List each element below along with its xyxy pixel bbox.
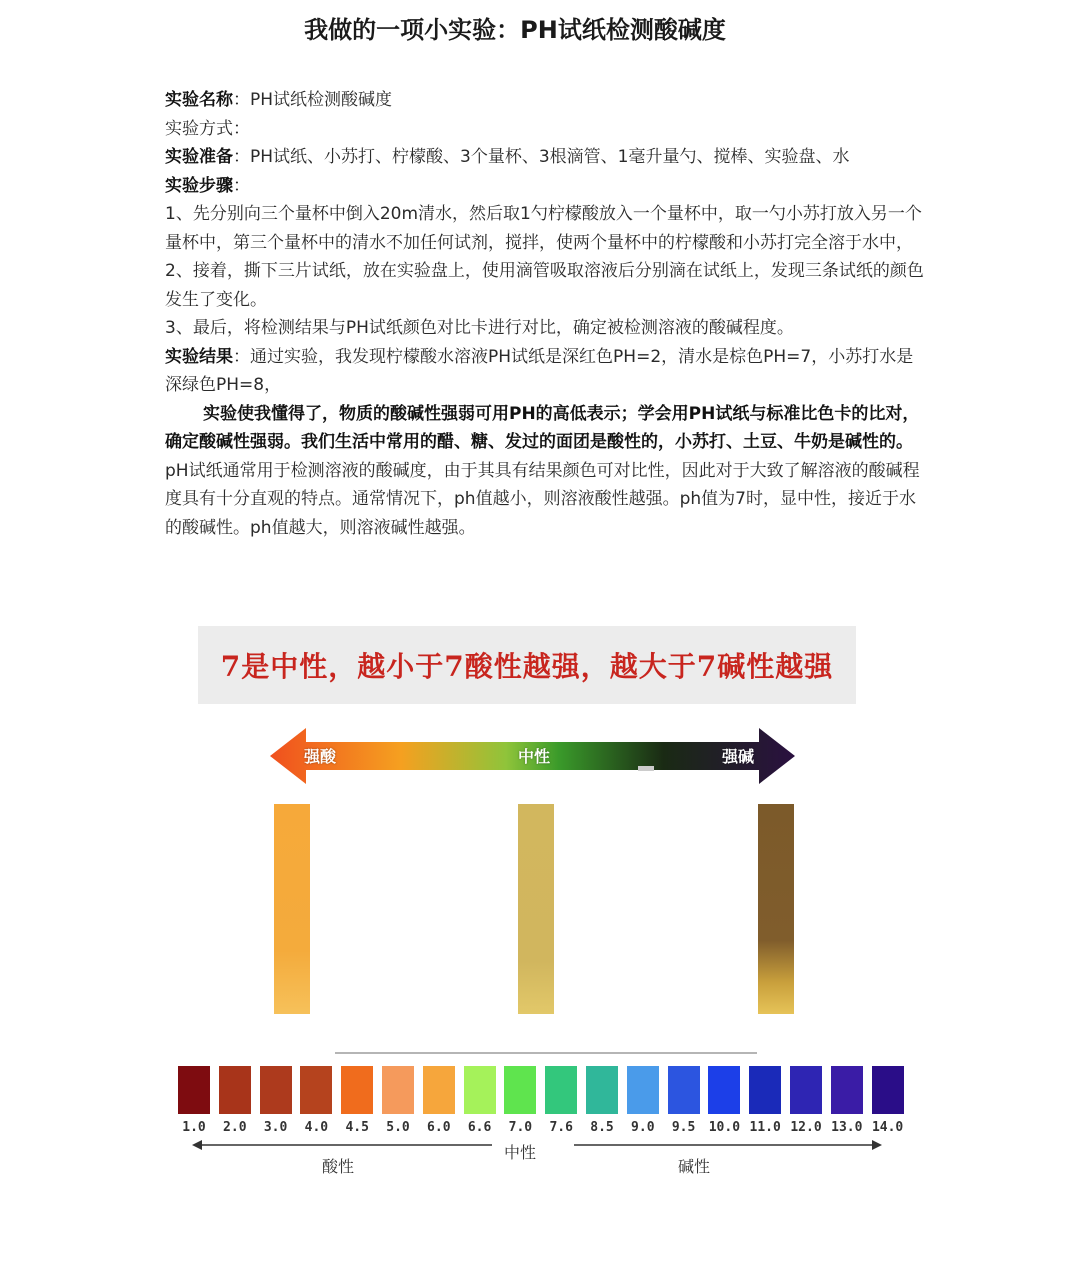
- ph-label: 10.0: [708, 1120, 741, 1135]
- ph-label: 4.0: [304, 1120, 329, 1135]
- ph-swatch: [668, 1066, 700, 1114]
- experiment-text: [165, 86, 930, 542]
- ph-swatch: [423, 1066, 455, 1114]
- ph-label: 8.5: [590, 1120, 614, 1135]
- arrow-label-neutral: 中性: [518, 747, 551, 766]
- ph-color-scale: [178, 1066, 902, 1116]
- ph-label: 4.5: [345, 1120, 369, 1135]
- ph-label: 12.0: [790, 1120, 822, 1135]
- ph-label: 13.0: [831, 1120, 863, 1135]
- experiment-steps-line: 实验步骤：: [165, 175, 250, 196]
- ph-swatch: [586, 1066, 618, 1114]
- ph-label: 3.0: [263, 1120, 288, 1135]
- ph-label: 6.0: [427, 1120, 451, 1135]
- ph-swatch: [464, 1066, 496, 1114]
- ph-axis-arrows: [192, 1138, 882, 1152]
- ph-label: 5.0: [386, 1120, 410, 1135]
- experiment-steps-label: 实验步骤: [165, 175, 233, 196]
- experiment-method-line: 实验方式：: [165, 118, 250, 139]
- ph-label: 7.0: [508, 1120, 533, 1135]
- ph-label: 14.0: [871, 1120, 904, 1135]
- experiment-step-1: 1、先分别向三个量杯中倒入20m清水，然后取1勺柠檬酸放入一个量杯中，取一勺小苏打放入另一个量杯中，第三个量杯中的清水不加任何试剂，搅拌，使两个量杯中的柠檬酸和小苏打完全溶于水中，: [165, 204, 922, 253]
- experiment-name-line: 实验名称：PH试纸检测酸碱度: [165, 90, 393, 110]
- divider-line: [335, 1052, 757, 1054]
- ph-label: 11.0: [749, 1120, 781, 1135]
- ph-gradient-arrow: [270, 726, 795, 786]
- ph-swatch: [260, 1066, 292, 1114]
- experiment-conclusion: 实验使我懂得了，物质的酸碱性强弱可用PH的高低表示；学会用PH试纸与标准比色卡的比对，确定酸碱性强弱。我们生活中常用的醋、糖、发过的面团是酸性的，小苏打、土豆、牛奶是碱性的。: [165, 403, 920, 452]
- ph-banner: 7是中性，越小于7酸性越强，越大于7碱性越强: [198, 626, 856, 704]
- arrow-label-strong-acid: 强酸: [304, 747, 337, 766]
- test-strip-neutral: [518, 804, 554, 1014]
- ph-swatch: [504, 1066, 536, 1114]
- ph-swatch: [627, 1066, 659, 1114]
- ph-swatch: [219, 1066, 251, 1114]
- ph-label: 9.5: [671, 1120, 696, 1135]
- axis-label-base: 碱性: [678, 1157, 711, 1176]
- arrow-label-strong-base: 强碱: [722, 747, 755, 766]
- experiment-result-line: 实验结果：通过实验，我发现柠檬酸水溶液PH试纸是深红色PH=2，清水是棕色PH=7，小苏打水是深绿色PH=8，: [165, 346, 914, 395]
- test-strip-base: [758, 804, 794, 1014]
- ph-label: 2.0: [223, 1120, 247, 1135]
- ph-swatch: [790, 1066, 822, 1114]
- experiment-result-value: 通过实验，我发现柠檬酸水溶液PH试纸是深红色PH=2，清水是棕色PH=7，小苏打水是深绿色PH=8，: [165, 346, 914, 395]
- ph-label: 9.0: [631, 1120, 655, 1135]
- ph-swatch: [708, 1066, 740, 1114]
- experiment-name-label: 实验名称: [165, 90, 233, 110]
- experiment-prep-line: 实验准备：PH试纸、小苏打、柠檬酸、3个量杯、3根滴管、1毫升量勺、搅棒、实验盘、水: [165, 147, 850, 167]
- experiment-step-3: 3、最后，将检测结果与PH试纸颜色对比卡进行对比，确定被检测溶液的酸碱程度。: [165, 318, 794, 338]
- experiment-prep-value: PH试纸、小苏打、柠檬酸、3个量杯、3根滴管、1毫升量勺、搅棒、实验盘、水: [250, 147, 850, 167]
- ph-swatch: [341, 1066, 373, 1114]
- experiment-name-value: PH试纸检测酸碱度: [250, 90, 393, 110]
- ph-swatch: [545, 1066, 577, 1114]
- ph-label: 7.6: [549, 1120, 573, 1135]
- ph-swatch: [749, 1066, 781, 1114]
- experiment-prep-label: 实验准备: [165, 147, 233, 167]
- ph-label: 1.0: [182, 1120, 206, 1135]
- experiment-note: pH试纸通常用于检测溶液的酸碱度，由于其具有结果颜色可对比性，因此对于大致了解溶液的酸碱程度具有十分直观的特点。通常情况下，ph值越小，则溶液酸性越强。ph值为7时，显中性，接近于水的酸碱性。ph值越大，则溶液碱性越强。: [165, 460, 920, 538]
- ph-swatch: [300, 1066, 332, 1114]
- axis-label-neutral: 中性: [504, 1143, 537, 1162]
- ph-label: 6.6: [467, 1120, 492, 1135]
- page-title: 我做的一项小实验：PH试纸检测酸碱度: [304, 16, 726, 44]
- ph-swatch: [178, 1066, 210, 1114]
- ph-swatch: [382, 1066, 414, 1114]
- experiment-result-label: 实验结果: [165, 346, 233, 367]
- ph-swatch: [831, 1066, 863, 1114]
- ph-swatch: [872, 1066, 904, 1114]
- ph-figure: [170, 622, 905, 1182]
- test-strip-acid: [274, 804, 310, 1014]
- axis-label-acid: 酸性: [322, 1157, 355, 1176]
- experiment-step-2: 2、接着，撕下三片试纸，放在实验盘上，使用滴管吸取溶液后分别滴在试纸上，发现三条试纸的颜色发生了变化。: [165, 261, 924, 310]
